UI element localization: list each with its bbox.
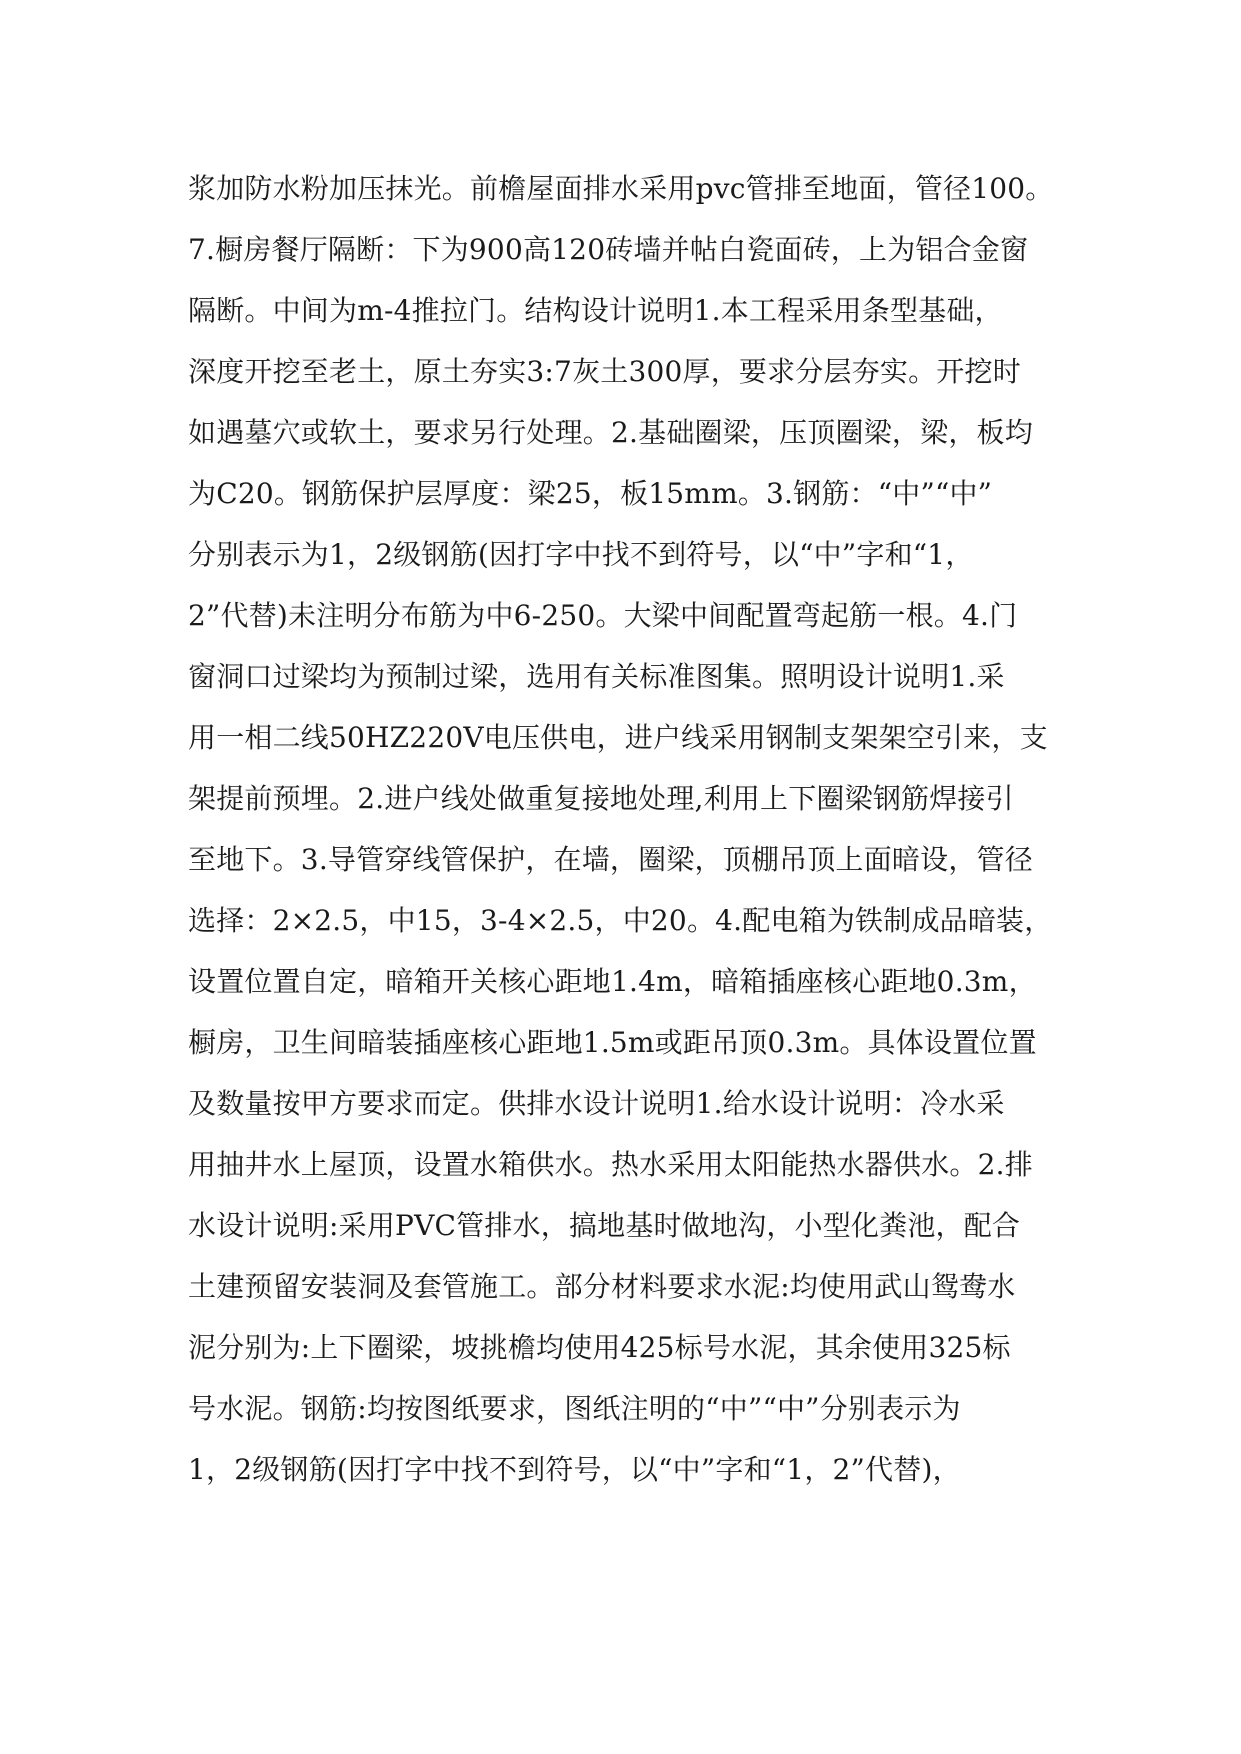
text-line: 设置位置自定，暗箱开关核心距地1.4m，暗箱插座核心距地0.3m， xyxy=(188,965,1037,998)
text-line: 水设计说明:采用PVC管排水，搞地基时做地沟，小型化粪池，配合 xyxy=(188,1209,1021,1242)
text-line: 浆加防水粉加压抹光。前檐屋面排水采用pvc管排至地面，管径100。 xyxy=(188,172,1054,205)
text-line: 橱房，卫生间暗装插座核心距地1.5m或距吊顶0.3m。具体设置位置 xyxy=(188,1026,1037,1059)
text-line: 7.橱房餐厅隔断：下为900高120砖墙并帖白瓷面砖，上为铝合金窗 xyxy=(188,233,1029,266)
text-line: 1，2级钢筋(因打字中找不到符号，以“中”字和“1，2”代替)， xyxy=(188,1453,961,1486)
text-line: 选择：2×2.5，中15，3-4×2.5，中20。4.配电箱为铁制成品暗装， xyxy=(188,904,1053,937)
text-line: 号水泥。钢筋:均按图纸要求，图纸注明的“中”“中”分别表示为 xyxy=(188,1392,961,1425)
text-line: 至地下。3.导管穿线管保护，在墙，圈梁，顶棚吊顶上面暗设，管径 xyxy=(188,843,1033,876)
text-line: 为C20。钢筋保护层厚度：梁25，板15mm。3.钢筋：“中”“中” xyxy=(188,477,993,510)
text-line: 泥分别为:上下圈梁，坡挑檐均使用425标号水泥，其余使用325标 xyxy=(188,1331,1011,1364)
text-line: 分别表示为1，2级钢筋(因打字中找不到符号，以“中”字和“1， xyxy=(188,538,974,571)
text-line: 隔断。中间为m-4推拉门。结构设计说明1.本工程采用条型基础， xyxy=(188,294,1003,327)
text-line: 2”代替)未注明分布筋为中6-250。大梁中间配置弯起筋一根。4.门 xyxy=(188,599,1018,632)
text-line: 如遇墓穴或软土，要求另行处理。2.基础圈梁，压顶圈梁，梁，板均 xyxy=(188,416,1033,449)
text-line: 深度开挖至老土，原土夯实3:7灰土300厚，要求分层夯实。开挖时 xyxy=(188,355,1021,388)
text-line: 架提前预埋。2.进户线处做重复接地处理,利用上下圈梁钢筋焊接引 xyxy=(188,782,1014,815)
text-line: 窗洞口过梁均为预制过梁，选用有关标准图集。照明设计说明1.采 xyxy=(188,660,1005,693)
text-line: 土建预留安装洞及套管施工。部分材料要求水泥:均使用武山鸳鸯水 xyxy=(188,1270,1016,1303)
text-line: 用抽井水上屋顶，设置水箱供水。热水采用太阳能热水器供水。2.排 xyxy=(188,1148,1033,1181)
body-text xyxy=(188,158,1088,1500)
text-line: 用一相二线50HZ220V电压供电，进户线采用钢制支架架空引来，支 xyxy=(188,721,1048,754)
text-line: 及数量按甲方要求而定。供排水设计说明1.给水设计说明：冷水采 xyxy=(188,1087,1005,1120)
